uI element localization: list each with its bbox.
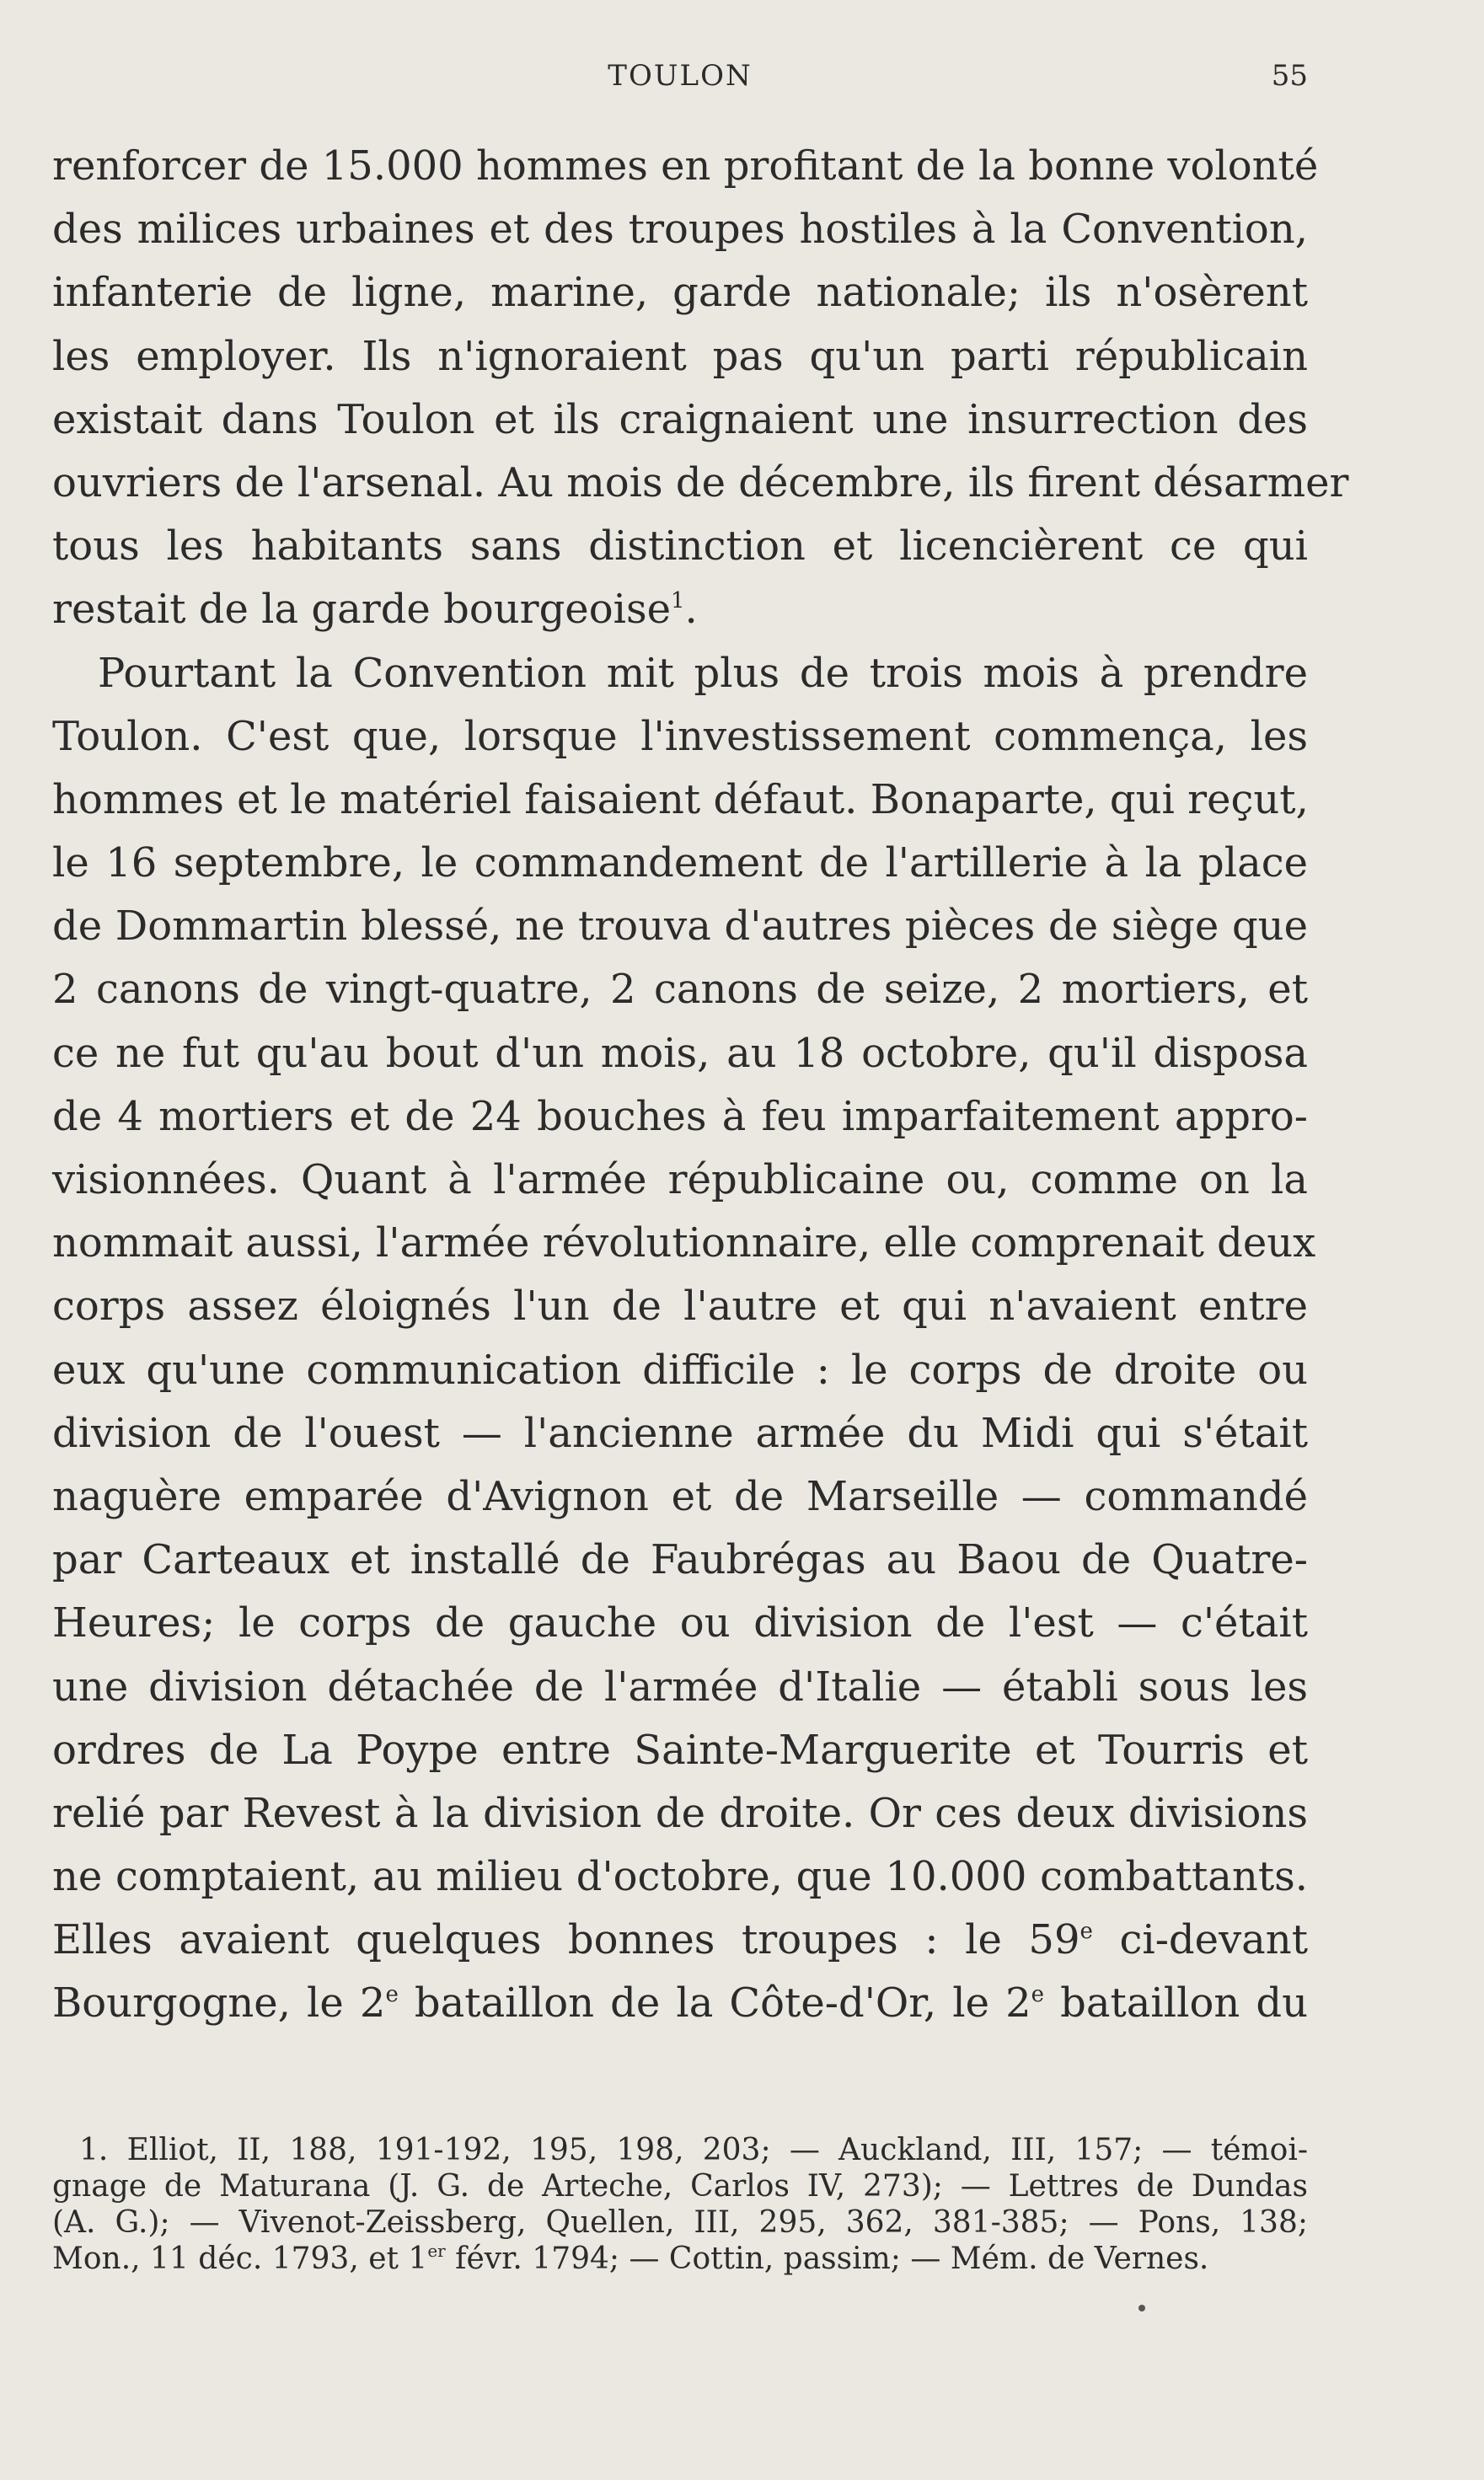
text-fragment: bataillon du — [1044, 1979, 1308, 2027]
text-line: Heures; le corps de gauche ou division de l'est — c'était — [52, 1599, 1308, 1647]
superscript: e — [385, 1982, 399, 2008]
text-fragment: ci-devant — [1092, 1916, 1309, 1964]
body-text — [52, 135, 1349, 2036]
text-line — [52, 1972, 1308, 2035]
text-fragment: Elles avaient quelques bonnes troupes : le 59 — [52, 1916, 1080, 1964]
text-line: le 16 septembre, le commandement de l'artillerie à la place — [52, 839, 1308, 887]
text-line: ne comptaient, au milieu d'octobre, que 10.000 combattants. — [52, 1853, 1308, 1901]
print-mark — [1138, 2305, 1145, 2311]
superscript: e — [1080, 1919, 1093, 1945]
text-line: tous les habitants sans distinction et licencièrent ce qui — [52, 522, 1308, 570]
text-line: hommes et le matériel faisaient défaut. Bonaparte, qui reçut, — [52, 775, 1309, 823]
text-line — [52, 1909, 1308, 1972]
text-line — [52, 578, 1308, 641]
text-fragment: Mon., 11 déc. 1793, et 1 — [52, 2242, 428, 2276]
text-fragment: Bourgogne, le 2 — [52, 1979, 386, 2027]
footnote-line: 1. Elliot, II, 188, 191-192, 195, 198, 203; — Auckland, III, 157; — témoi- — [79, 2133, 1308, 2167]
text-line: ce ne fut qu'au bout d'un mois, au 18 octobre, qu'il disposa — [52, 1029, 1308, 1077]
text-line: eux qu'une communication difficile : le corps de droite ou — [52, 1346, 1308, 1394]
page-number: 55 — [1271, 59, 1308, 93]
text-line: nommait aussi, l'armée révolutionnaire, elle comprenait deux — [52, 1219, 1316, 1267]
text-line: par Carteaux et installé de Faubrégas au Baou de Quatre- — [52, 1536, 1308, 1584]
footnote-line — [52, 2241, 1308, 2277]
running-header — [52, 59, 1308, 96]
text-line: 2 canons de vingt-quatre, 2 canons de seize, 2 mortiers, et — [52, 966, 1308, 1014]
text-line: de Dommartin blessé, ne trouva d'autres pièces de siège que — [52, 903, 1308, 951]
text-line: ordres de La Poype entre Sainte-Marguerite et Tourris et — [52, 1726, 1308, 1774]
text-line: Toulon. C'est que, lorsque l'investissement commença, les — [52, 712, 1308, 760]
text-fragment: bataillon de la Côte-d'Or, le 2 — [398, 1979, 1031, 2027]
text-line: existait dans Toulon et ils craignaient une insurrection des — [52, 395, 1308, 443]
text-line: les employer. Ils n'ignoraient pas qu'un parti républicain — [52, 332, 1308, 380]
superscript: er — [427, 2241, 446, 2261]
text-line: de 4 mortiers et de 24 bouches à feu imparfaitement appro- — [52, 1092, 1308, 1140]
text-line: ouvriers de l'arsenal. Au mois de décembre, ils firent désarmer — [52, 458, 1349, 506]
running-title: TOULON — [608, 59, 753, 93]
text-fragment: févr. 1794; — Cottin, passim; — Mém. de Vernes. — [445, 2242, 1209, 2276]
text-line: renforcer de 15.000 hommes en profitant de la bonne volonté — [52, 142, 1319, 190]
text-line: visionnées. Quant à l'armée républicaine ou, comme on la — [52, 1156, 1308, 1203]
text-line: une division détachée de l'armée d'Italie — établi sous les — [52, 1663, 1308, 1711]
footnotes — [52, 2132, 1308, 2277]
text-line: division de l'ouest — l'ancienne armée du Midi qui s'était — [52, 1409, 1308, 1457]
text-fragment: restait de la garde bourgeoise — [52, 586, 671, 634]
text-line: relié par Revest à la division de droite. Or ces deux divisions — [52, 1789, 1308, 1837]
text-fragment: . — [684, 586, 698, 634]
text-line: naguère emparée d'Avignon et de Marseille — commandé — [52, 1472, 1308, 1520]
text-line: Pourtant la Convention mit plus de trois mois à prendre — [98, 649, 1308, 697]
text-line: des milices urbaines et des troupes hostiles à la Convention, — [52, 206, 1308, 254]
superscript: e — [1031, 1982, 1045, 2008]
footnote-line: (A. G.); — Vivenot-Zeissberg, Quellen, III, 295, 362, 381-385; — Pons, 138; — [52, 2205, 1308, 2240]
footnote-line: gnage de Maturana (J. G. de Arteche, Carlos IV, 273); — Lettres de Dundas — [52, 2169, 1308, 2204]
footnote-ref[interactable]: 1 — [671, 588, 685, 614]
text-line: infanterie de ligne, marine, garde nationale; ils n'osèrent — [52, 269, 1308, 317]
text-line: corps assez éloignés l'un de l'autre et qui n'avaient entre — [52, 1283, 1308, 1331]
